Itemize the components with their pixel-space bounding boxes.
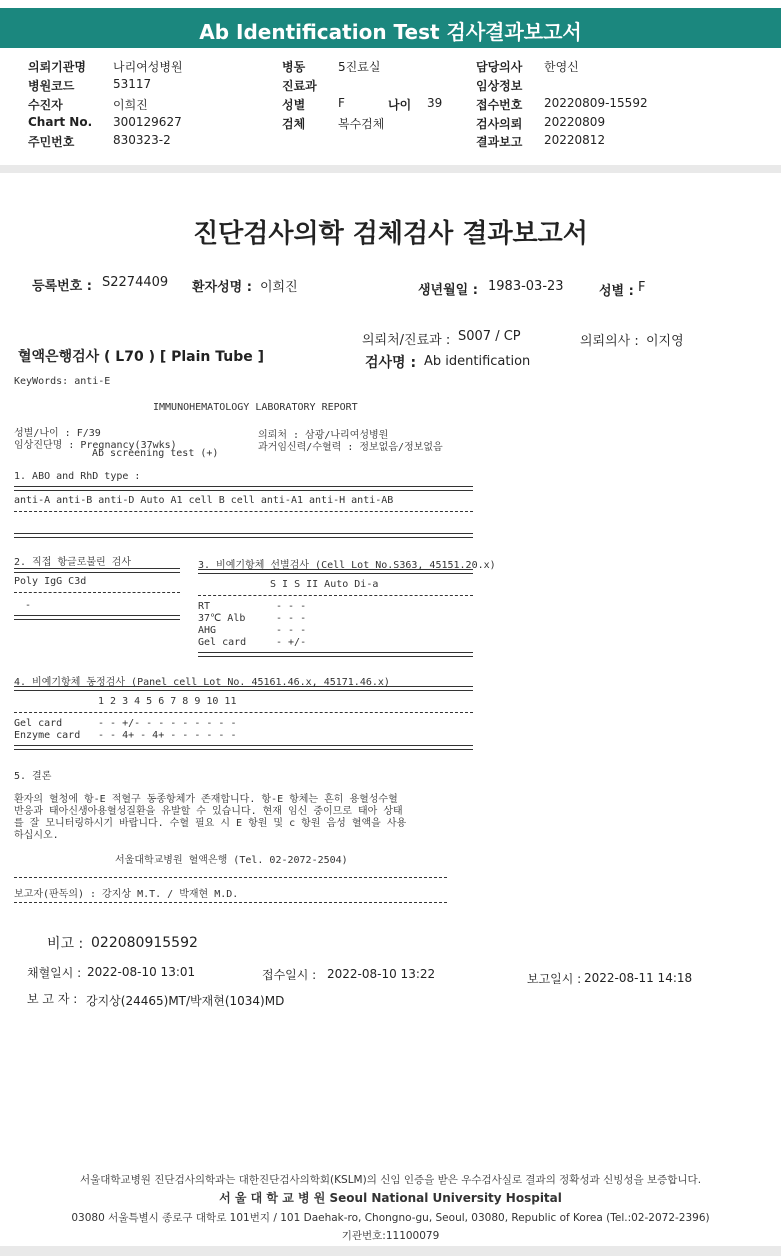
header xyxy=(0,0,781,58)
info-label: 검사의뢰 xyxy=(476,117,523,131)
screening-row-values: - - - xyxy=(276,613,307,624)
diagnosis-line: 임상진단명 : Pregnancy(37wks) xyxy=(14,440,177,451)
header-title: Ab Identification Test 검사결과보고서 xyxy=(199,20,582,44)
report-title: 진단검사의학 검체검사 결과보고서 xyxy=(193,219,588,249)
info-label: 성별 xyxy=(282,98,306,112)
report-label: 보고일시 : xyxy=(527,972,582,986)
collection-value: 2022-08-10 13:01 xyxy=(87,965,196,979)
requester-line: 의뢰처 : 삼광/나리여성병원 xyxy=(258,430,389,441)
panel-row-name: Enzyme card xyxy=(14,730,81,741)
footer-address: 03080 서울특별시 종로구 대학로 101번지 / 101 Daehak-ro, Chongno-gu, Seoul, 03080, Republic of Korea (Tel.:02-2072-2396) xyxy=(71,1212,710,1224)
panel-row-values: - - +/- - - - - - - - - xyxy=(98,718,237,729)
sex-age-line: 성별/나이 : F/39 xyxy=(14,428,101,439)
reg-label: 등록번호 : xyxy=(32,279,92,294)
rule xyxy=(198,652,473,657)
info-label: 접수번호 xyxy=(476,98,523,112)
info-label: 결과보고 xyxy=(476,135,523,149)
info-value: 20220812 xyxy=(544,133,606,147)
panel-columns: 1 2 3 4 5 6 7 8 9 10 11 xyxy=(98,696,237,707)
dept-label: 의뢰처/진료과 : xyxy=(362,333,451,348)
info-value: 5진료실 xyxy=(338,60,381,74)
footer-certification: 서울대학교병원 진단검사의학과는 대한진단검사의학회(KSLM)의 신임 인증을 받은 우수검사실로 결과의 정확성과 신빙성을 보증합니다. xyxy=(79,1174,702,1186)
info-label: 병동 xyxy=(282,60,306,74)
screening-row-values: - - - xyxy=(276,601,307,612)
collection-label: 채혈일시 : xyxy=(27,966,82,980)
dat-value: - xyxy=(25,600,32,611)
info-value: F xyxy=(338,96,345,110)
screening-row-name: 37℃ Alb xyxy=(198,613,246,624)
age-label: 나이 xyxy=(388,98,412,112)
info-label: 병원코드 xyxy=(28,79,75,93)
info-label: 임상정보 xyxy=(476,79,523,93)
info-value: 20220809-15592 xyxy=(544,96,648,110)
reporter-value: 강지상(24465)MT/박재현(1034)MD xyxy=(86,994,285,1008)
sex-label: 성별 : xyxy=(599,284,634,299)
report-value: 2022-08-11 14:18 xyxy=(584,971,693,985)
name-value: 이희진 xyxy=(260,280,298,295)
info-value: 나리여성병원 xyxy=(113,60,183,74)
section-4-title: 4. 비예기항체 동정검사 (Panel cell Lot No. 45161.46.x, 45171.46.x) xyxy=(14,677,390,688)
name-label: 환자성명 : xyxy=(192,280,252,295)
received-label: 접수일시 : xyxy=(262,968,317,982)
dob-value: 1983-03-23 xyxy=(488,279,564,294)
dob-label: 생년월일 : xyxy=(418,283,478,298)
info-value: 53117 xyxy=(113,77,152,91)
note-value: 022080915592 xyxy=(91,935,198,951)
info-value: 830323-2 xyxy=(113,133,171,147)
conclusion-line: 반응과 태아신생아용혈성질환을 유발할 수 있습니다. 현재 임신 중이므로 태아 상태 xyxy=(14,806,403,817)
info-label: 주민번호 xyxy=(28,135,75,149)
dat-columns: Poly IgG C3d xyxy=(14,576,87,587)
rule xyxy=(14,712,473,713)
info-label: 담당의사 xyxy=(476,60,523,74)
info-label: 수진자 xyxy=(28,98,63,112)
section-divider xyxy=(0,165,781,173)
lab-heading: IMMUNOHEMATOLOGY LABORATORY REPORT xyxy=(153,402,358,413)
section-5-title: 5. 결론 xyxy=(14,771,52,782)
screening-row-name: Gel card xyxy=(198,637,247,648)
rule xyxy=(14,592,180,593)
section-1-title: 1. ABO and RhD type : xyxy=(14,471,141,482)
rule xyxy=(198,569,473,574)
bottom-bar xyxy=(0,1246,781,1256)
rule xyxy=(14,615,180,620)
info-value: 300129627 xyxy=(113,115,182,129)
note-label: 비고 : xyxy=(47,936,84,952)
dept-value: S007 / CP xyxy=(458,329,521,344)
screening-row-values: - +/- xyxy=(276,637,307,648)
abo-columns: anti-A anti-B anti-D Auto A1 cell B cell anti-A1 anti-H anti-AB xyxy=(14,495,394,506)
rule xyxy=(14,745,473,750)
doc-label: 의뢰의사 : xyxy=(580,334,639,349)
footer-hospital: 서 울 대 학 교 병 원 Seoul National University Hospital xyxy=(219,1191,562,1205)
section-3-title: 3. 비예기항체 선별검사 (Cell Lot No.S363, 45151.20.x) xyxy=(198,560,496,571)
test-label: 검사명 : xyxy=(365,355,417,371)
test-value: Ab identification xyxy=(424,354,531,369)
history-line: 과거임신력/수혈력 : 정보없음/정보없음 xyxy=(258,442,443,453)
rule xyxy=(14,486,473,491)
keywords: KeyWords: anti-E xyxy=(14,376,111,387)
received-value: 2022-08-10 13:22 xyxy=(327,967,436,981)
rule xyxy=(198,595,473,596)
screening-row-values: - - - xyxy=(276,625,307,636)
reporter-line: 보고자(판독의) : 강지상 M.T. / 박재현 M.D. xyxy=(14,889,239,900)
rule xyxy=(14,511,473,512)
screening-columns: S I S II Auto Di-a xyxy=(270,579,379,590)
info-value: 한영신 xyxy=(544,60,579,74)
rule xyxy=(14,877,447,878)
conclusion-line: 를 잘 모니터링하시기 바랍니다. 수혈 필요 시 E 항원 및 c 항원 음성 혈액을 사용 xyxy=(14,818,407,829)
reg-value: S2274409 xyxy=(102,275,169,290)
info-value: 이희진 xyxy=(113,98,148,112)
footer-institution-no: 기관번호:11100079 xyxy=(341,1230,440,1242)
conclusion-line: 하십시오. xyxy=(14,830,59,841)
screening-row-name: AHG xyxy=(198,625,217,636)
rule xyxy=(14,568,180,573)
sex-value: F xyxy=(638,280,646,295)
info-label: 진료과 xyxy=(282,79,317,93)
info-label: 의뢰기관명 xyxy=(28,60,86,74)
header-bar xyxy=(0,8,781,48)
info-value: 복수검체 xyxy=(338,117,385,131)
test-group: 혈액은행검사 ( L70 ) [ Plain Tube ] xyxy=(18,349,265,365)
rule xyxy=(14,686,473,691)
panel-row-values: - - 4+ - 4+ - - - - - - xyxy=(98,730,237,741)
blood-bank-line: 서울대학교병원 혈액은행 (Tel. 02-2072-2504) xyxy=(115,855,348,866)
doc-value: 이지영 xyxy=(646,334,684,349)
info-label: 검체 xyxy=(282,117,306,131)
panel-row-name: Gel card xyxy=(14,718,63,729)
screening-row-name: RT xyxy=(198,601,211,612)
section-2-title: 2. 직접 항글로불린 검사 xyxy=(14,557,132,568)
age-value: 39 xyxy=(427,96,443,110)
reporter-label: 보 고 자 : xyxy=(27,992,78,1006)
diagnosis-line-2: Ab screening test (+) xyxy=(92,448,219,459)
rule xyxy=(14,902,447,903)
info-value: 20220809 xyxy=(544,115,606,129)
conclusion-line: 환자의 혈청에 항-E 적혈구 동종항체가 존재합니다. 항-E 항체는 흔히 용혈성수혈 xyxy=(14,794,398,805)
info-label: Chart No. xyxy=(28,115,93,129)
rule xyxy=(14,533,473,538)
